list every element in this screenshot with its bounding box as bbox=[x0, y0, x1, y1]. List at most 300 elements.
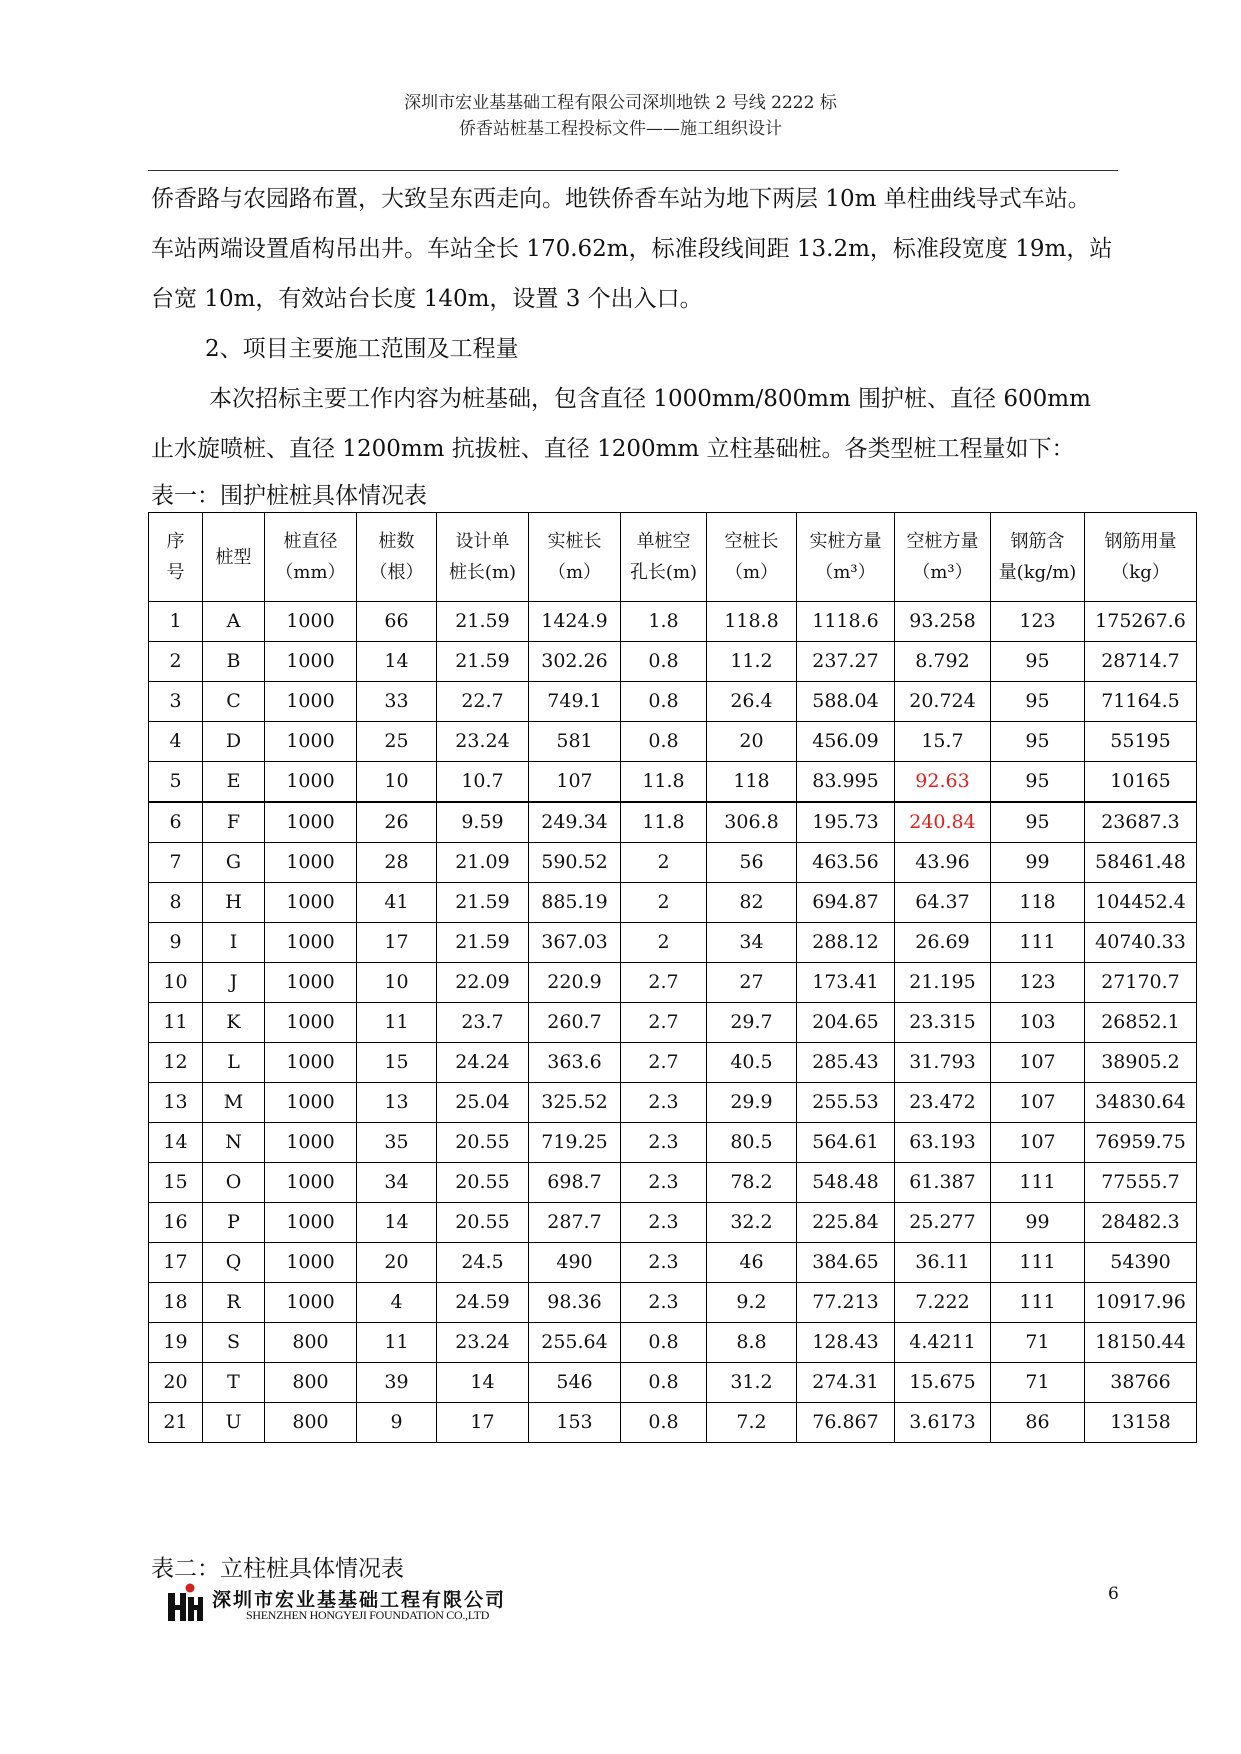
table-cell: 111 bbox=[991, 1243, 1085, 1283]
table-cell: 63.193 bbox=[895, 1123, 991, 1163]
table-cell: 26.69 bbox=[895, 923, 991, 963]
table-cell: 288.12 bbox=[797, 923, 895, 963]
table-cell: 3.6173 bbox=[895, 1403, 991, 1443]
column-header-text: （m³） bbox=[815, 562, 876, 583]
table-cell: 885.19 bbox=[529, 883, 621, 923]
table-cell: 6 bbox=[149, 802, 203, 843]
table-cell: 29.7 bbox=[707, 1003, 797, 1043]
table-cell: 21.09 bbox=[437, 843, 529, 883]
table-cell: 71 bbox=[991, 1363, 1085, 1403]
table-cell: 2.7 bbox=[621, 1043, 707, 1083]
table-row bbox=[149, 642, 1197, 682]
table-cell: 55195 bbox=[1085, 722, 1197, 762]
table-cell: G bbox=[203, 843, 265, 883]
column-header-text: 序 bbox=[166, 531, 185, 552]
table-row bbox=[149, 1123, 1197, 1163]
table-cell: 0.8 bbox=[621, 722, 707, 762]
table-cell: 25.04 bbox=[437, 1083, 529, 1123]
table-cell: 285.43 bbox=[797, 1043, 895, 1083]
column-header-text: （mm） bbox=[275, 562, 346, 583]
table-cell: R bbox=[203, 1283, 265, 1323]
table-row bbox=[149, 1043, 1197, 1083]
table-cell: 1 bbox=[149, 602, 203, 642]
table-cell: 2 bbox=[621, 843, 707, 883]
table-cell: 11 bbox=[149, 1003, 203, 1043]
table-cell: 99 bbox=[991, 1203, 1085, 1243]
table-cell: 456.09 bbox=[797, 722, 895, 762]
column-header-text: 钢筋含 bbox=[1010, 531, 1065, 552]
column-header-text: 桩直径 bbox=[283, 531, 338, 552]
column-header-text: （m） bbox=[724, 562, 779, 583]
table-cell: S bbox=[203, 1323, 265, 1363]
table-2-caption: 表二：立柱桩具体情况表 bbox=[151, 1556, 404, 1582]
table-cell: 128.43 bbox=[797, 1323, 895, 1363]
table-cell: H bbox=[203, 883, 265, 923]
table-cell: 14 bbox=[357, 1203, 437, 1243]
column-header-text: 设计单 bbox=[455, 531, 510, 552]
table-cell: Q bbox=[203, 1243, 265, 1283]
table-cell: 800 bbox=[265, 1403, 357, 1443]
table-cell: 463.56 bbox=[797, 843, 895, 883]
table-cell: 13158 bbox=[1085, 1403, 1197, 1443]
table-cell: 287.7 bbox=[529, 1203, 621, 1243]
footer-company-cn: 深圳市宏业基基础工程有限公司 bbox=[212, 1589, 507, 1611]
retaining-pile-table bbox=[148, 512, 1197, 1443]
table-cell: 1000 bbox=[265, 1083, 357, 1123]
table-cell: 20 bbox=[149, 1363, 203, 1403]
table-cell: 38766 bbox=[1085, 1363, 1197, 1403]
table-cell: 384.65 bbox=[797, 1243, 895, 1283]
column-header-text: 量(kg/m) bbox=[998, 562, 1077, 583]
table-cell: 20.55 bbox=[437, 1163, 529, 1203]
table-cell: 2.7 bbox=[621, 963, 707, 1003]
table-cell: 588.04 bbox=[797, 682, 895, 722]
table-cell: 14 bbox=[437, 1363, 529, 1403]
table-cell: 26 bbox=[357, 802, 437, 843]
table-cell: 18 bbox=[149, 1283, 203, 1323]
table-row bbox=[149, 682, 1197, 722]
table-cell: L bbox=[203, 1043, 265, 1083]
table-cell: 17 bbox=[149, 1243, 203, 1283]
table-cell: 17 bbox=[437, 1403, 529, 1443]
table-cell: 107 bbox=[529, 762, 621, 803]
table-cell: 21.59 bbox=[437, 602, 529, 642]
table-cell: 111 bbox=[991, 1283, 1085, 1323]
table-cell: 1000 bbox=[265, 923, 357, 963]
table-cell: 41 bbox=[357, 883, 437, 923]
table-cell: 23.24 bbox=[437, 1323, 529, 1363]
table-cell: 255.53 bbox=[797, 1083, 895, 1123]
table-cell: 17 bbox=[357, 923, 437, 963]
column-header-text: （m³） bbox=[912, 562, 973, 583]
column-header bbox=[203, 513, 265, 602]
table-cell: 25.277 bbox=[895, 1203, 991, 1243]
table-cell: 34830.64 bbox=[1085, 1083, 1197, 1123]
table-body bbox=[149, 602, 1197, 1443]
column-header-text: 单桩空 bbox=[636, 531, 691, 552]
table-cell: 490 bbox=[529, 1243, 621, 1283]
table-row bbox=[149, 1163, 1197, 1203]
table-cell: 27170.7 bbox=[1085, 963, 1197, 1003]
table-cell: C bbox=[203, 682, 265, 722]
section-2-heading: 2、项目主要施工范围及工程量 bbox=[205, 336, 519, 362]
table-cell: 24.24 bbox=[437, 1043, 529, 1083]
scope-line-2: 止水旋喷桩、直径 1200mm 抗拔桩、直径 1200mm 立柱基础桩。各类型桩工程量如下： bbox=[151, 436, 1075, 462]
table-cell: 107 bbox=[991, 1123, 1085, 1163]
table-cell: 29.9 bbox=[707, 1083, 797, 1123]
table-cell: 27 bbox=[707, 963, 797, 1003]
table-cell: 237.27 bbox=[797, 642, 895, 682]
overview-line-2: 车站两端设置盾构吊出井。车站全长 170.62m，标准段线间距 13.2m，标准段宽度 19m，站 bbox=[151, 236, 1113, 262]
table-cell: 77.213 bbox=[797, 1283, 895, 1323]
table-cell: 2 bbox=[621, 883, 707, 923]
table-cell: 40.5 bbox=[707, 1043, 797, 1083]
table-cell: 21.59 bbox=[437, 883, 529, 923]
table-header-row bbox=[149, 513, 1197, 602]
table-cell: 260.7 bbox=[529, 1003, 621, 1043]
header-line-2: 侨香站桩基工程投标文件——施工组织设计 bbox=[459, 119, 782, 139]
table-cell: 14 bbox=[149, 1123, 203, 1163]
table-cell: 13 bbox=[357, 1083, 437, 1123]
column-header-text: 桩型 bbox=[215, 546, 252, 568]
table-cell: 118 bbox=[991, 883, 1085, 923]
table-cell: 195.73 bbox=[797, 802, 895, 843]
table-cell: 21 bbox=[149, 1403, 203, 1443]
table-cell: 20.55 bbox=[437, 1123, 529, 1163]
table-cell: 1000 bbox=[265, 883, 357, 923]
table-cell: B bbox=[203, 642, 265, 682]
table-cell: 590.52 bbox=[529, 843, 621, 883]
table-cell: 0.8 bbox=[621, 1403, 707, 1443]
table-cell: 8 bbox=[149, 883, 203, 923]
column-header bbox=[991, 513, 1085, 602]
table-cell: 34 bbox=[707, 923, 797, 963]
table-cell: 749.1 bbox=[529, 682, 621, 722]
table-cell: 23.7 bbox=[437, 1003, 529, 1043]
table-cell: 1000 bbox=[265, 1283, 357, 1323]
column-header bbox=[529, 513, 621, 602]
table-cell: 9.2 bbox=[707, 1283, 797, 1323]
table-cell: 118.8 bbox=[707, 602, 797, 642]
table-cell: 1000 bbox=[265, 1043, 357, 1083]
table-cell: 0.8 bbox=[621, 1363, 707, 1403]
table-cell: 20.55 bbox=[437, 1203, 529, 1243]
table-cell: 40740.33 bbox=[1085, 923, 1197, 963]
table-cell: 800 bbox=[265, 1363, 357, 1403]
table-cell: 15 bbox=[357, 1043, 437, 1083]
column-header-text: （根） bbox=[369, 562, 424, 583]
footer-company-en: SHENZHEN HONGYEJI FOUNDATION CO.,LTD bbox=[246, 1608, 490, 1622]
table-cell: 18150.44 bbox=[1085, 1323, 1197, 1363]
column-header-text: 空桩方量 bbox=[906, 531, 979, 552]
table-cell: 23.315 bbox=[895, 1003, 991, 1043]
table-cell: 2.3 bbox=[621, 1283, 707, 1323]
table-cell: E bbox=[203, 762, 265, 803]
table-cell: 7 bbox=[149, 843, 203, 883]
overview-line-1: 侨香路与农园路布置，大致呈东西走向。地铁侨香车站为地下两层 10m 单柱曲线导式车站。 bbox=[151, 186, 1091, 212]
table-cell: 11.8 bbox=[621, 762, 707, 803]
table-cell: A bbox=[203, 602, 265, 642]
table-row bbox=[149, 1243, 1197, 1283]
scope-line-1: 本次招标主要工作内容为桩基础，包含直径 1000mm/800mm 围护桩、直径 600mm bbox=[209, 386, 1091, 412]
table-cell: 83.995 bbox=[797, 762, 895, 803]
column-header bbox=[707, 513, 797, 602]
table-cell: 2.3 bbox=[621, 1203, 707, 1243]
table-cell: 64.37 bbox=[895, 883, 991, 923]
table-cell: 11.2 bbox=[707, 642, 797, 682]
column-header-text: 钢筋用量 bbox=[1104, 531, 1177, 552]
table-cell: 11 bbox=[357, 1003, 437, 1043]
header-divider bbox=[148, 170, 1118, 171]
table-cell: 204.65 bbox=[797, 1003, 895, 1043]
table-cell: 36.11 bbox=[895, 1243, 991, 1283]
table-cell: 14 bbox=[357, 642, 437, 682]
table-cell: 43.96 bbox=[895, 843, 991, 883]
table-cell: 2.3 bbox=[621, 1243, 707, 1283]
table-row bbox=[149, 1323, 1197, 1363]
table-cell: 5 bbox=[149, 762, 203, 803]
table-cell: 123 bbox=[991, 602, 1085, 642]
table-cell: 93.258 bbox=[895, 602, 991, 642]
table-cell: 2.7 bbox=[621, 1003, 707, 1043]
table-cell: 76.867 bbox=[797, 1403, 895, 1443]
header-line-1: 深圳市宏业基基础工程有限公司深圳地铁 2 号线 2222 标 bbox=[404, 93, 837, 113]
table-cell: 13 bbox=[149, 1083, 203, 1123]
table-cell: 22.09 bbox=[437, 963, 529, 1003]
table-cell: 10 bbox=[149, 963, 203, 1003]
table-cell: 31.793 bbox=[895, 1043, 991, 1083]
table-cell: 71164.5 bbox=[1085, 682, 1197, 722]
table-cell: 10 bbox=[357, 963, 437, 1003]
table-cell: 95 bbox=[991, 802, 1085, 843]
table-cell: 1424.9 bbox=[529, 602, 621, 642]
table-cell: 22.7 bbox=[437, 682, 529, 722]
table-cell: 99 bbox=[991, 843, 1085, 883]
table-cell: 111 bbox=[991, 923, 1085, 963]
table-cell: 103 bbox=[991, 1003, 1085, 1043]
table-cell: J bbox=[203, 963, 265, 1003]
table-cell: 24.5 bbox=[437, 1243, 529, 1283]
table-cell: 1000 bbox=[265, 1003, 357, 1043]
table-cell: 581 bbox=[529, 722, 621, 762]
table-cell: 1000 bbox=[265, 642, 357, 682]
table-cell: 1000 bbox=[265, 1163, 357, 1203]
table-cell: M bbox=[203, 1083, 265, 1123]
table-cell: 249.34 bbox=[529, 802, 621, 843]
table-cell: 220.9 bbox=[529, 963, 621, 1003]
table-cell: 2.3 bbox=[621, 1163, 707, 1203]
table-cell: 92.63 bbox=[895, 762, 991, 803]
table-cell: 12 bbox=[149, 1043, 203, 1083]
table-cell: F bbox=[203, 802, 265, 843]
table-cell: I bbox=[203, 923, 265, 963]
table-cell: 21.59 bbox=[437, 642, 529, 682]
column-header-text: （m） bbox=[547, 562, 602, 583]
column-header-text: （kg） bbox=[1111, 562, 1170, 583]
table-cell: 9 bbox=[149, 923, 203, 963]
table-cell: 15 bbox=[149, 1163, 203, 1203]
table-cell: 16 bbox=[149, 1203, 203, 1243]
table-cell: 302.26 bbox=[529, 642, 621, 682]
table-cell: 71 bbox=[991, 1323, 1085, 1363]
table-cell: 9.59 bbox=[437, 802, 529, 843]
table-cell: 31.2 bbox=[707, 1363, 797, 1403]
table-cell: 21.195 bbox=[895, 963, 991, 1003]
table-cell: 21.59 bbox=[437, 923, 529, 963]
table-cell: 20.724 bbox=[895, 682, 991, 722]
column-header-text: 孔长(m) bbox=[629, 562, 698, 583]
table-cell: 306.8 bbox=[707, 802, 797, 843]
table-cell: 23.24 bbox=[437, 722, 529, 762]
table-row bbox=[149, 1403, 1197, 1443]
table-cell: 123 bbox=[991, 963, 1085, 1003]
column-header-text: 桩数 bbox=[378, 531, 415, 552]
table-cell: 107 bbox=[991, 1083, 1085, 1123]
table-cell: 2 bbox=[621, 923, 707, 963]
column-header-text: 空桩长 bbox=[724, 531, 779, 552]
table-cell: 2.3 bbox=[621, 1123, 707, 1163]
table-cell: 28 bbox=[357, 843, 437, 883]
column-header-text: 号 bbox=[166, 562, 185, 583]
table-cell: 58461.48 bbox=[1085, 843, 1197, 883]
table-cell: 175267.6 bbox=[1085, 602, 1197, 642]
table-cell: 800 bbox=[265, 1323, 357, 1363]
table-cell: 2 bbox=[149, 642, 203, 682]
table-cell: 255.64 bbox=[529, 1323, 621, 1363]
table-cell: 15.675 bbox=[895, 1363, 991, 1403]
table-cell: 95 bbox=[991, 642, 1085, 682]
table-cell: 11 bbox=[357, 1323, 437, 1363]
table-cell: 4 bbox=[149, 722, 203, 762]
table-row bbox=[149, 602, 1197, 642]
table-cell: 28482.3 bbox=[1085, 1203, 1197, 1243]
table-row bbox=[149, 762, 1197, 803]
table-cell: 7.2 bbox=[707, 1403, 797, 1443]
table-cell: N bbox=[203, 1123, 265, 1163]
table-cell: 173.41 bbox=[797, 963, 895, 1003]
table-cell: 10.7 bbox=[437, 762, 529, 803]
column-header-text: 实桩方量 bbox=[809, 531, 882, 552]
table-cell: 46 bbox=[707, 1243, 797, 1283]
table-cell: 24.59 bbox=[437, 1283, 529, 1323]
table-cell: 694.87 bbox=[797, 883, 895, 923]
table-cell: O bbox=[203, 1163, 265, 1203]
table-cell: K bbox=[203, 1003, 265, 1043]
table-cell: 1000 bbox=[265, 802, 357, 843]
column-header bbox=[797, 513, 895, 602]
table-cell: 26.4 bbox=[707, 682, 797, 722]
table-cell: 78.2 bbox=[707, 1163, 797, 1203]
table-cell: 33 bbox=[357, 682, 437, 722]
table-cell: 363.6 bbox=[529, 1043, 621, 1083]
table-cell: 111 bbox=[991, 1163, 1085, 1203]
table-cell: 54390 bbox=[1085, 1243, 1197, 1283]
table-cell: 95 bbox=[991, 762, 1085, 803]
table-cell: 1000 bbox=[265, 762, 357, 803]
table-cell: 56 bbox=[707, 843, 797, 883]
table-cell: 32.2 bbox=[707, 1203, 797, 1243]
table-cell: 38905.2 bbox=[1085, 1043, 1197, 1083]
table-cell: 1000 bbox=[265, 843, 357, 883]
page-number: 6 bbox=[1108, 1584, 1119, 1604]
table-cell: 35 bbox=[357, 1123, 437, 1163]
table-cell: 1000 bbox=[265, 602, 357, 642]
table-cell: 1000 bbox=[265, 1203, 357, 1243]
table-cell: 698.7 bbox=[529, 1163, 621, 1203]
table-row bbox=[149, 883, 1197, 923]
table-cell: 98.36 bbox=[529, 1283, 621, 1323]
table-row bbox=[149, 1283, 1197, 1323]
column-header bbox=[149, 513, 203, 602]
table-cell: 34 bbox=[357, 1163, 437, 1203]
table-cell: 11.8 bbox=[621, 802, 707, 843]
table-cell: 8.8 bbox=[707, 1323, 797, 1363]
table-cell: 7.222 bbox=[895, 1283, 991, 1323]
table-cell: 95 bbox=[991, 682, 1085, 722]
column-header bbox=[437, 513, 529, 602]
table-cell: P bbox=[203, 1203, 265, 1243]
table-row bbox=[149, 1203, 1197, 1243]
table-row bbox=[149, 843, 1197, 883]
table-cell: 564.61 bbox=[797, 1123, 895, 1163]
table-cell: 1000 bbox=[265, 1123, 357, 1163]
table-cell: 28714.7 bbox=[1085, 642, 1197, 682]
table-row bbox=[149, 802, 1197, 843]
table-cell: 76959.75 bbox=[1085, 1123, 1197, 1163]
table-cell: 23687.3 bbox=[1085, 802, 1197, 843]
table-cell: 8.792 bbox=[895, 642, 991, 682]
table-cell: 10165 bbox=[1085, 762, 1197, 803]
table-row bbox=[149, 923, 1197, 963]
table-cell: 0.8 bbox=[621, 682, 707, 722]
table-1-caption: 表一：围护桩桩具体情况表 bbox=[151, 483, 427, 509]
overview-line-3: 台宽 10m，有效站台长度 140m，设置 3 个出入口。 bbox=[151, 286, 703, 312]
table-cell: 26852.1 bbox=[1085, 1003, 1197, 1043]
table-cell: 719.25 bbox=[529, 1123, 621, 1163]
column-header bbox=[1085, 513, 1197, 602]
table-cell: 1000 bbox=[265, 722, 357, 762]
table-row bbox=[149, 963, 1197, 1003]
table-cell: U bbox=[203, 1403, 265, 1443]
column-header-text: 实桩长 bbox=[547, 531, 602, 552]
table-cell: 104452.4 bbox=[1085, 883, 1197, 923]
table-cell: 77555.7 bbox=[1085, 1163, 1197, 1203]
table-cell: 325.52 bbox=[529, 1083, 621, 1123]
table-cell: 1118.6 bbox=[797, 602, 895, 642]
column-header bbox=[265, 513, 357, 602]
table-cell: 3 bbox=[149, 682, 203, 722]
table-cell: 23.472 bbox=[895, 1083, 991, 1123]
table-cell: 39 bbox=[357, 1363, 437, 1403]
table-cell: 274.31 bbox=[797, 1363, 895, 1403]
table-cell: 153 bbox=[529, 1403, 621, 1443]
table-cell: 240.84 bbox=[895, 802, 991, 843]
table-cell: 107 bbox=[991, 1043, 1085, 1083]
table-cell: 61.387 bbox=[895, 1163, 991, 1203]
table-cell: 4 bbox=[357, 1283, 437, 1323]
table-row bbox=[149, 1003, 1197, 1043]
table-cell: 2.3 bbox=[621, 1083, 707, 1123]
table-cell: 80.5 bbox=[707, 1123, 797, 1163]
column-header bbox=[621, 513, 707, 602]
table-cell: 82 bbox=[707, 883, 797, 923]
table-cell: 15.7 bbox=[895, 722, 991, 762]
table-cell: 9 bbox=[357, 1403, 437, 1443]
table-cell: 86 bbox=[991, 1403, 1085, 1443]
table-cell: 10 bbox=[357, 762, 437, 803]
table-cell: 225.84 bbox=[797, 1203, 895, 1243]
table-cell: 367.03 bbox=[529, 923, 621, 963]
